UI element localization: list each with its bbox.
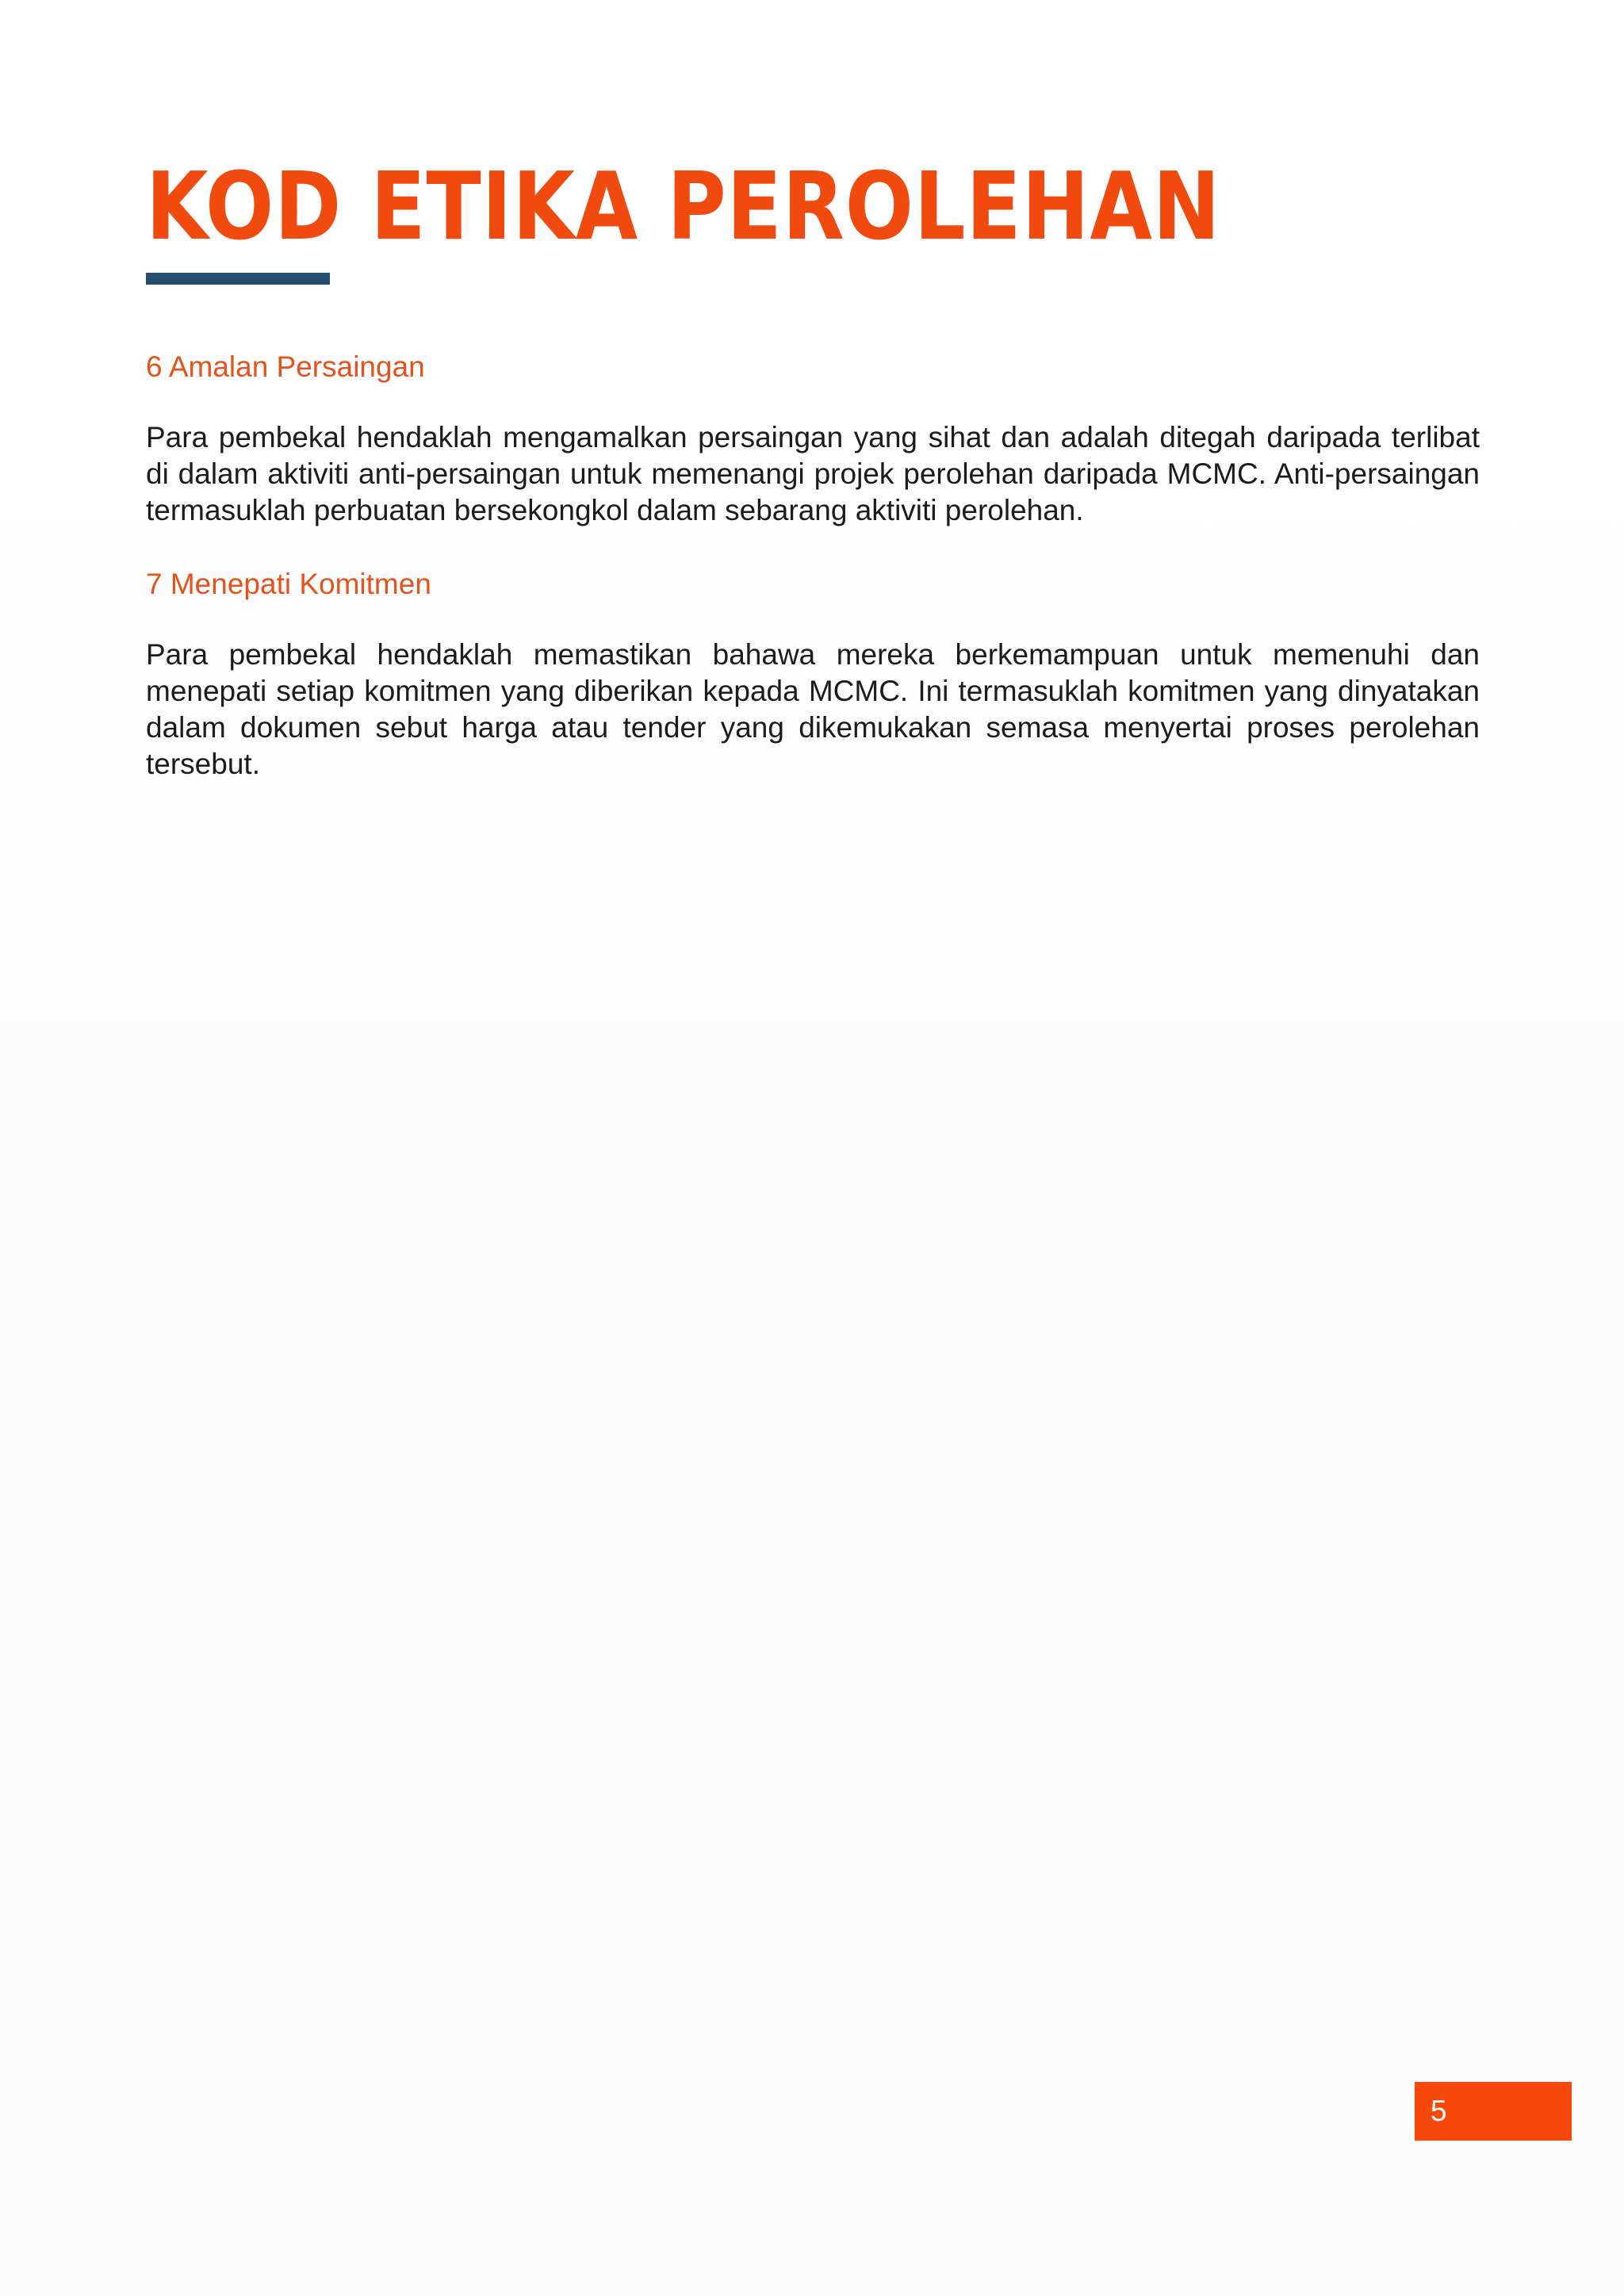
- title-underline-rule: [146, 273, 330, 285]
- section-menepati-komitmen: [146, 565, 1480, 783]
- section-heading: 7 Menepati Komitmen: [146, 568, 431, 600]
- section-body: Para pembekal hendaklah mengamalkan persaingan yang sihat dan adalah ditegah daripada terlibat di dalam aktiviti anti-persaingan untuk memenangi projek perolehan daripada MCMC. Anti-persaingan termasuklah perbuatan bersekongkol dalam sebarang aktiviti perolehan.: [146, 421, 1480, 526]
- page-number: 5: [1431, 2095, 1447, 2127]
- document-page: [146, 151, 1480, 783]
- section-body: Para pembekal hendaklah memastikan bahawa mereka berkemampuan untuk memenuhi dan menepati setiap komitmen yang diberikan kepada MCMC. Ini termasuklah komitmen yang dinyatakan dalam dokumen sebut harga atau tender yang dikemukakan semasa menyertai proses perolehan tersebut.: [146, 638, 1480, 780]
- document-title: KOD ETIKA PEROLEHAN: [146, 151, 1221, 261]
- section-heading: 6 Amalan Persaingan: [146, 350, 425, 383]
- page-number-badge: [1415, 2082, 1572, 2141]
- section-amalan-persaingan: [146, 348, 1480, 529]
